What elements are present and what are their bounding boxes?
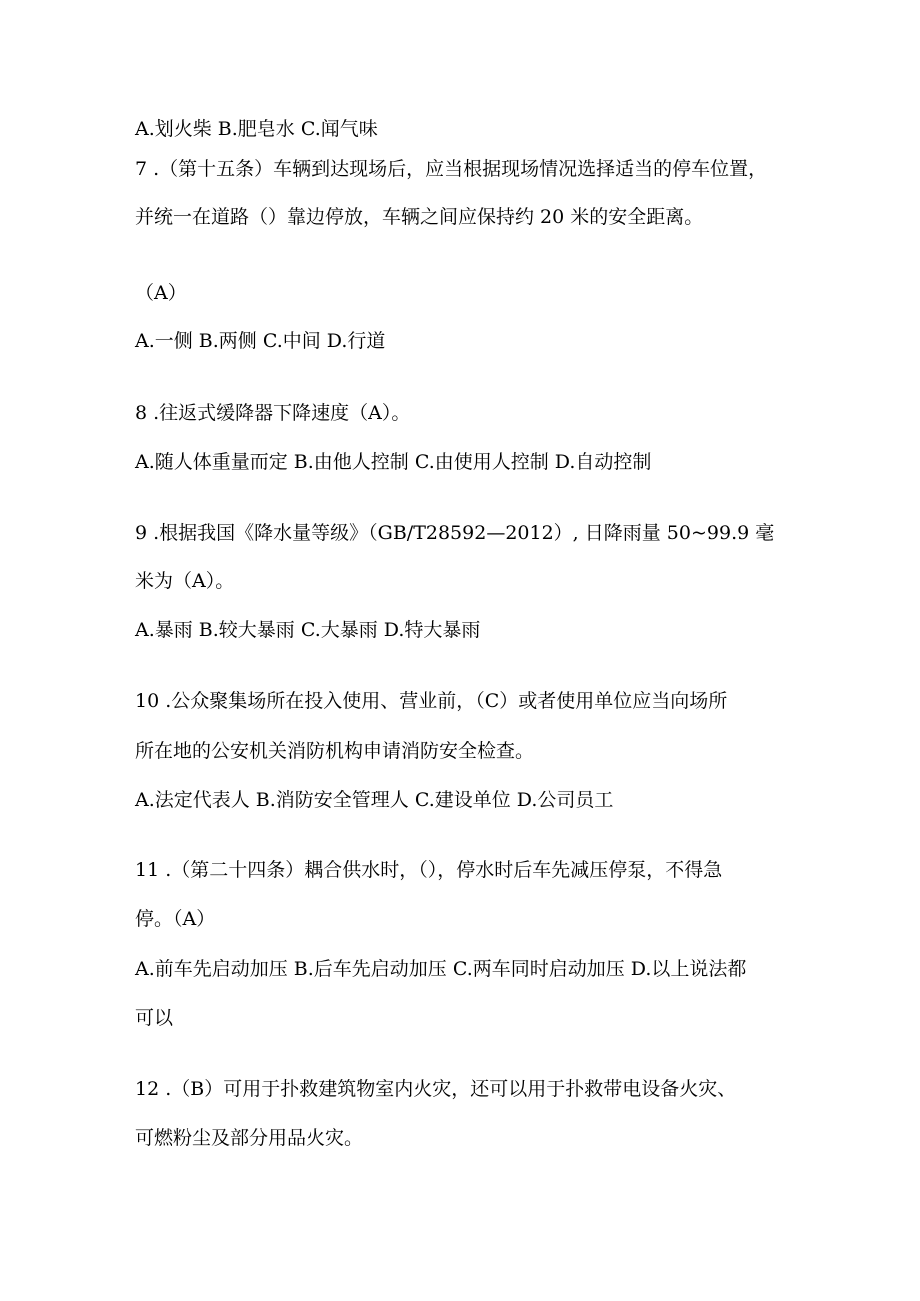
q12-text-line2: 可燃粉尘及部分用品火灾。 [135, 1127, 364, 1149]
q9-options: A.暴雨 B.较大暴雨 C.大暴雨 D.特大暴雨 [135, 619, 481, 641]
q10-text-line1: 10 .公众聚集场所在投入使用、营业前，（C）或者使用单位应当向场所 [135, 690, 728, 712]
q8-text: 8 .往返式缓降器下降速度（A）。 [135, 402, 411, 424]
q11-text-line2: 停。（A） [135, 908, 216, 930]
q12-text-line1: 12 .（B）可用于扑救建筑物室内火灾，还可以用于扑救带电设备火灾、 [135, 1078, 737, 1100]
q8-options: A.随人体重量而定 B.由他人控制 C.由使用人控制 D.自动控制 [135, 451, 652, 473]
q6-options: A.划火柴 B.肥皂水 C.闻气味 [135, 118, 378, 140]
q10-options: A.法定代表人 B.消防安全管理人 C.建设单位 D.公司员工 [135, 789, 614, 811]
q9-text-line2: 米为（A）。 [135, 570, 235, 592]
q11-options-line1: A.前车先启动加压 B.后车先启动加压 C.两车同时启动加压 D.以上说法都 [135, 958, 747, 980]
q7-options: A.一侧 B.两侧 C.中间 D.行道 [135, 330, 386, 352]
q10-text-line2: 所在地的公安机关消防机构申请消防安全检查。 [135, 740, 535, 762]
q9-text-line1: 9 .根据我国《降水量等级》（GB/T28592—2012）, 日降雨量 50~99.9 毫 [135, 522, 775, 544]
q7-answer: （A） [135, 282, 187, 304]
q7-text-line2: 并统一在道路（）靠边停放，车辆之间应保持约 20 米的安全距离。 [135, 206, 704, 228]
q11-text-line1: 11 .（第二十四条）耦合供水时，（），停水时后车先减压停泵，不得急 [135, 859, 723, 881]
q7-text-line1: 7 .（第十五条）车辆到达现场后，应当根据现场情况选择适当的停车位置， [135, 158, 768, 180]
q11-options-line2: 可以 [135, 1007, 174, 1029]
